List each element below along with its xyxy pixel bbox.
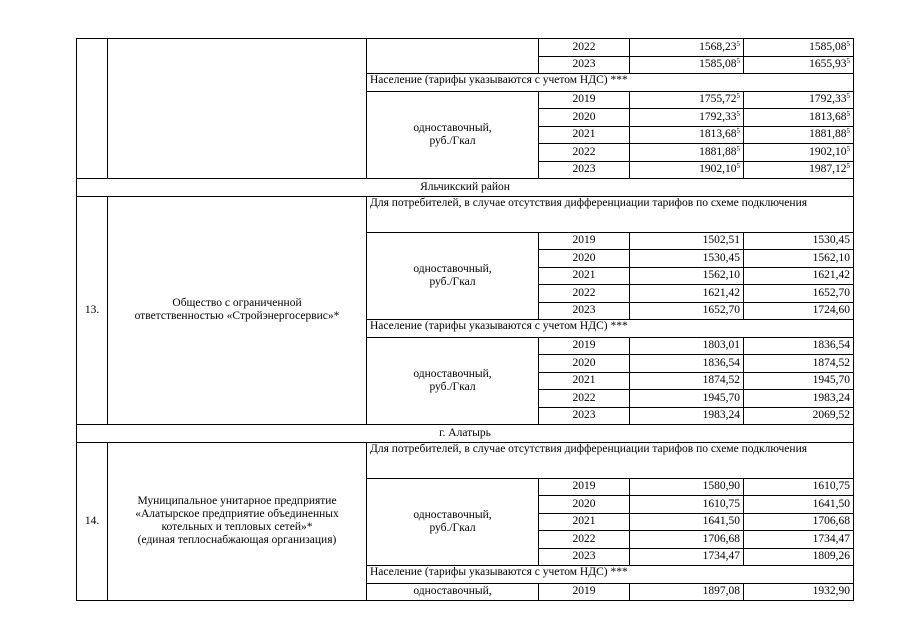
tariff-first-half: [630, 109, 744, 127]
tariff-value: 1652,70: [702, 304, 740, 317]
tariff-second-half: [744, 372, 854, 390]
district-name: Яльчикский район: [77, 179, 854, 197]
footnote-mark: 5: [846, 162, 850, 171]
tariff-value: 1734,47: [812, 532, 850, 545]
tariff-value: 1897,08: [702, 585, 740, 598]
tariff-first-half: [630, 407, 744, 425]
year-cell: 2020: [539, 109, 630, 127]
year-cell: 2019: [539, 478, 630, 496]
year-cell: 2019: [539, 337, 630, 355]
tariff-value: 1621,42: [812, 269, 850, 282]
tariff-first-half: [630, 478, 744, 496]
year-cell: 2020: [539, 250, 630, 268]
tariff-type: одноставочный, руб./Гкал: [367, 91, 539, 179]
tariff-value: 2069,52: [812, 409, 850, 422]
tariff-second-half: [744, 513, 854, 531]
year-cell: 2021: [539, 372, 630, 390]
tariff-first-half: [630, 161, 744, 179]
tariff-type: одноставочный, руб./Гкал: [367, 478, 539, 566]
tariff-value: 1983,24: [702, 409, 740, 422]
tariff-type: одноставочный, руб./Гкал: [367, 337, 539, 425]
tariff-value: 1813,68: [699, 128, 737, 141]
footnote-mark: 5: [736, 144, 740, 153]
tariff-value: 1945,70: [812, 374, 850, 387]
tariff-first-half: [630, 390, 744, 408]
tariff-value: 1881,88: [699, 145, 737, 158]
tariff-second-half: [744, 285, 854, 303]
year-cell: 2022: [539, 144, 630, 162]
tariff-first-half: [630, 39, 744, 57]
tariff-first-half: [630, 144, 744, 162]
year-cell: 2022: [539, 531, 630, 549]
organization-name: [108, 39, 367, 179]
entry-number: 13.: [77, 196, 108, 425]
footnote-mark: 5: [846, 39, 850, 48]
tariff-first-half: [630, 337, 744, 355]
tariff-first-half: [630, 531, 744, 549]
year-cell: 2023: [539, 302, 630, 320]
tariff-value: 1641,50: [812, 497, 850, 510]
tariff-value: 1902,10: [809, 145, 847, 158]
tariff-value: 1809,26: [812, 550, 850, 563]
footnote-mark: 5: [736, 57, 740, 66]
footnote-mark: 5: [846, 57, 850, 66]
entry-number: [77, 39, 108, 179]
tariff-row: [77, 39, 854, 57]
tariff-first-half: [630, 496, 744, 514]
tariff-value: 1724,60: [812, 304, 850, 317]
tariff-second-half: [744, 161, 854, 179]
tariff-first-half: [630, 250, 744, 268]
tariff-value: 1902,10: [699, 163, 737, 176]
year-cell: 2021: [539, 267, 630, 285]
tariff-value: 1530,45: [812, 234, 850, 247]
tariff-second-half: [744, 39, 854, 57]
tariff-value: 1580,90: [702, 480, 740, 493]
tariff-value: 1836,54: [702, 356, 740, 369]
group-header-row: [77, 196, 854, 232]
tariff-value: 1562,10: [702, 269, 740, 282]
tariff-first-half: [630, 232, 744, 250]
tariff-value: 1568,23: [699, 40, 737, 53]
tariff-type: одноставочный, руб./Гкал: [367, 232, 539, 320]
tariff-second-half: [744, 109, 854, 127]
footnote-mark: 5: [846, 109, 850, 118]
tariff-first-half: [630, 56, 744, 74]
year-cell: 2019: [539, 232, 630, 250]
year-cell: 2022: [539, 285, 630, 303]
tariff-value: 1641,50: [702, 515, 740, 528]
year-cell: 2021: [539, 513, 630, 531]
tariff-value: 1932,90: [812, 585, 850, 598]
footnote-mark: 5: [846, 127, 850, 136]
footnote-mark: 5: [736, 109, 740, 118]
tariff-value: 1881,88: [809, 128, 847, 141]
tariff-value: 1610,75: [702, 497, 740, 510]
tariff-second-half: [744, 407, 854, 425]
tariff-value: 1813,68: [809, 110, 847, 123]
tariff-first-half: [630, 355, 744, 373]
tariff-value: 1792,33: [699, 110, 737, 123]
tariff-value: 1734,47: [702, 550, 740, 563]
tariff-second-half: [744, 355, 854, 373]
tariff-value: 1655,93: [809, 58, 847, 71]
entry-number: 14.: [77, 442, 108, 601]
tariff-second-half: [744, 250, 854, 268]
year-cell: 2021: [539, 126, 630, 144]
tariff-table: [76, 38, 854, 601]
tariff-first-half: [630, 267, 744, 285]
tariff-value: 1874,52: [702, 374, 740, 387]
footnote-mark: 5: [736, 127, 740, 136]
year-cell: 2019: [539, 583, 630, 601]
tariff-second-half: [744, 267, 854, 285]
tariff-second-half: [744, 144, 854, 162]
year-cell: 2020: [539, 355, 630, 373]
tariff-value: 1945,70: [702, 391, 740, 404]
tariff-first-half: [630, 126, 744, 144]
consumer-group-header: Для потребителей, в случае отсутствия дифференциации тарифов по схеме подключения: [367, 442, 854, 478]
district-row: [77, 179, 854, 197]
tariff-second-half: [744, 531, 854, 549]
group-header-row: [77, 442, 854, 478]
footnote-mark: 5: [736, 39, 740, 48]
tariff-type: одноставочный,: [367, 583, 539, 601]
tariff-value: 1706,68: [812, 515, 850, 528]
tariff-second-half: [744, 302, 854, 320]
year-cell: 2023: [539, 56, 630, 74]
tariff-first-half: [630, 302, 744, 320]
organization-name: Общество с ограниченной ответственностью «Стройэнергосервис»*: [108, 196, 367, 425]
consumer-group-header: Население (тарифы указываются с учетом НДС) ***: [367, 320, 854, 338]
year-cell: 2023: [539, 548, 630, 566]
tariff-value: 1706,68: [702, 532, 740, 545]
tariff-value: 1792,33: [809, 93, 847, 106]
tariff-second-half: [744, 232, 854, 250]
tariff-value: 1585,08: [809, 40, 847, 53]
year-cell: 2019: [539, 91, 630, 109]
tariff-first-half: [630, 91, 744, 109]
tariff-table-body: [77, 39, 854, 601]
tariff-value: 1562,10: [812, 251, 850, 264]
tariff-first-half: [630, 372, 744, 390]
tariff-first-half: [630, 548, 744, 566]
tariff-value: 1502,51: [702, 234, 740, 247]
organization-name: Муниципальное унитарное предприятие «Алатырское предприятие объединенных котельных и тепловых сетей»* (единая теплоснабжающая организация): [108, 442, 367, 601]
tariff-second-half: [744, 496, 854, 514]
year-cell: 2023: [539, 407, 630, 425]
district-row: [77, 425, 854, 443]
consumer-group-header: Население (тарифы указываются с учетом НДС) ***: [367, 74, 854, 92]
tariff-value: 1610,75: [812, 480, 850, 493]
tariff-value: 1836,54: [812, 339, 850, 352]
tariff-second-half: [744, 390, 854, 408]
tariff-value: 1983,24: [812, 391, 850, 404]
footnote-mark: 5: [846, 92, 850, 101]
footnote-mark: 5: [846, 144, 850, 153]
consumer-group-header: Для потребителей, в случае отсутствия дифференциации тарифов по схеме подключения: [367, 196, 854, 232]
year-cell: 2022: [539, 39, 630, 57]
tariff-value: 1874,52: [812, 356, 850, 369]
tariff-value: 1530,45: [702, 251, 740, 264]
tariff-second-half: [744, 548, 854, 566]
footnote-mark: 5: [736, 162, 740, 171]
tariff-first-half: [630, 513, 744, 531]
tariff-first-half: [630, 285, 744, 303]
tariff-type: [367, 39, 539, 74]
tariff-value: 1987,12: [809, 163, 847, 176]
tariff-second-half: [744, 478, 854, 496]
tariff-value: 1652,70: [812, 286, 850, 299]
year-cell: 2022: [539, 390, 630, 408]
tariff-value: 1803,01: [702, 339, 740, 352]
tariff-value: 1585,08: [699, 58, 737, 71]
tariff-first-half: [630, 583, 744, 601]
tariff-value: 1755,72: [699, 93, 737, 106]
year-cell: 2023: [539, 161, 630, 179]
tariff-value: 1621,42: [702, 286, 740, 299]
district-name: г. Алатырь: [77, 425, 854, 443]
consumer-group-header: Население (тарифы указываются с учетом НДС) ***: [367, 566, 854, 584]
tariff-second-half: [744, 56, 854, 74]
footnote-mark: 5: [736, 92, 740, 101]
tariff-second-half: [744, 126, 854, 144]
tariff-second-half: [744, 583, 854, 601]
tariff-second-half: [744, 337, 854, 355]
tariff-second-half: [744, 91, 854, 109]
year-cell: 2020: [539, 496, 630, 514]
